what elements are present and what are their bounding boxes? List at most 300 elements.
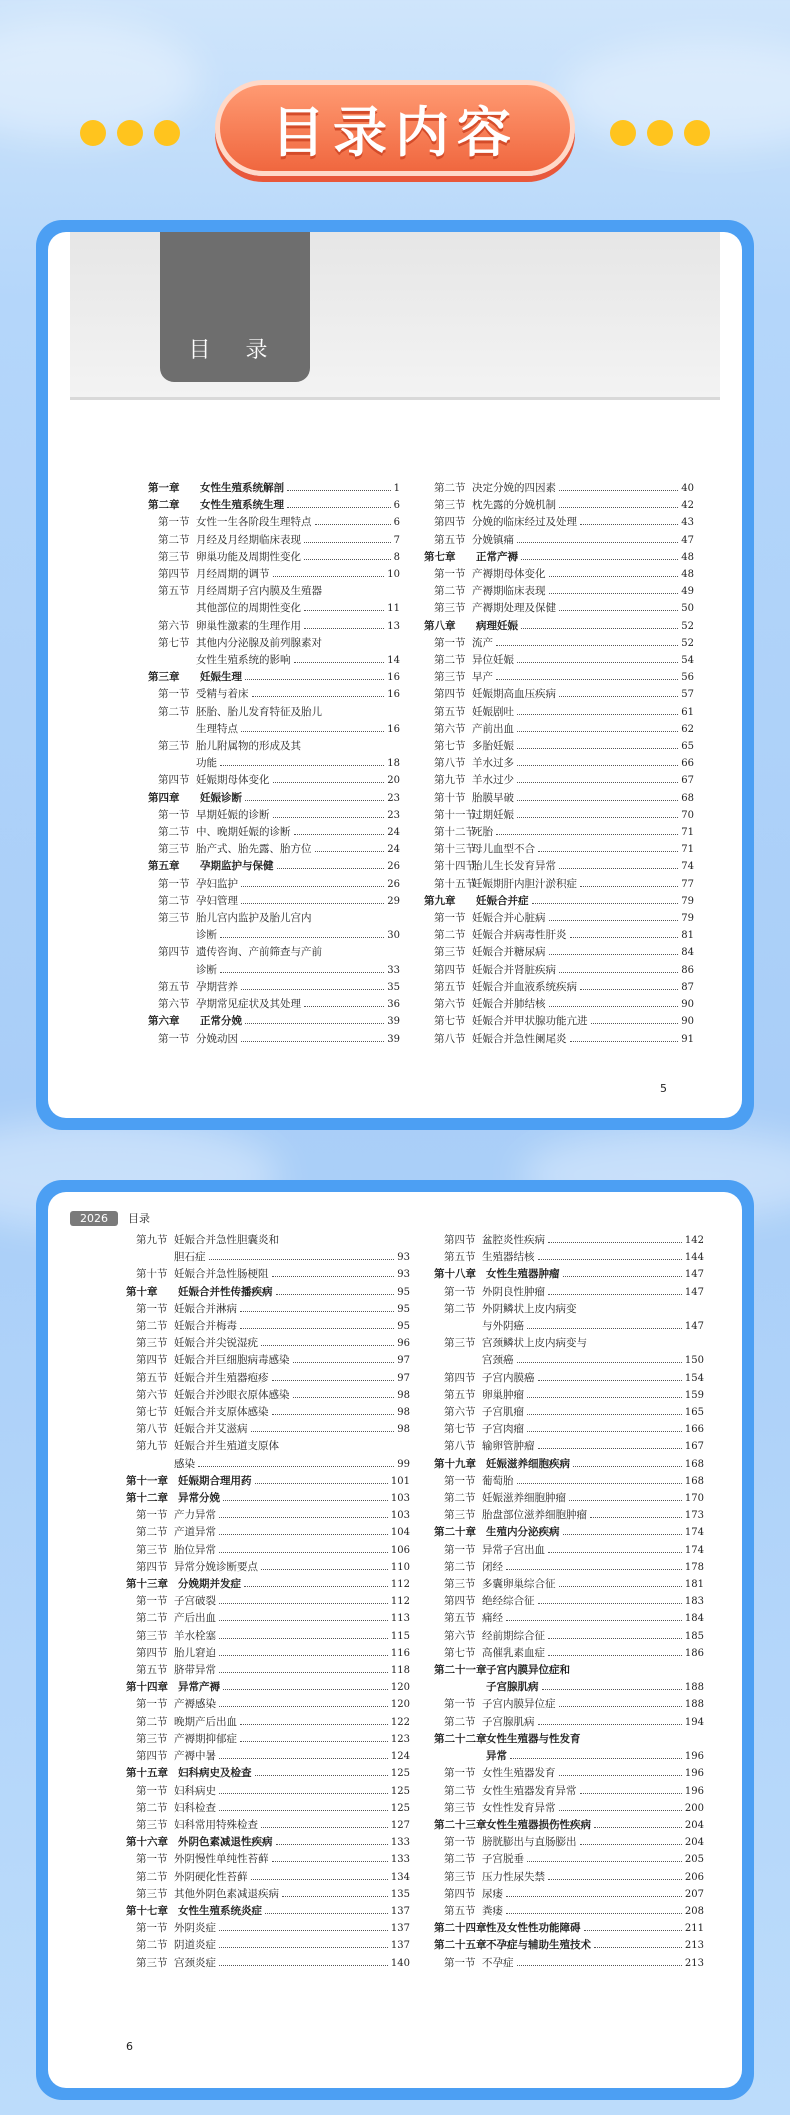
toc-section-entry[interactable] [434,1765,704,1782]
dot-leader [287,490,391,491]
toc-section-entry[interactable] [424,755,694,772]
toc-section-entry[interactable] [126,1404,410,1421]
toc-section-entry[interactable] [148,1031,400,1048]
toc-entry-page: 178 [684,1561,704,1573]
toc-entry-number: 第二节 [444,1302,476,1315]
toc-entry-page: 84 [681,947,694,959]
toc-section-entry[interactable] [148,893,400,910]
toc-section-entry[interactable] [434,1438,704,1455]
toc-entry-page: 24 [387,827,400,839]
dot-leader [209,1259,395,1260]
dot-leader [563,1534,682,1535]
toc-section-entry[interactable] [126,1800,410,1817]
toc-entry-title: 女性生殖系统的影响 [196,654,291,667]
toc-section-entry[interactable] [434,1284,704,1301]
toc-entry-page: 98 [397,1389,410,1401]
toc-entry-page: 204 [684,1837,704,1849]
toc-section-entry[interactable] [424,635,694,652]
toc-chapter-entry[interactable] [424,549,694,566]
toc-section-entry[interactable] [126,1438,410,1455]
toc-entry-title: 异常子宫出血 [482,1543,545,1556]
toc-section-entry[interactable] [434,1610,704,1627]
toc-section-entry[interactable] [434,1559,704,1576]
toc-entry-page: 23 [387,809,400,821]
dot-leader [521,559,678,560]
toc-entry-number: 第二节 [136,1801,168,1814]
toc-section-entry[interactable] [424,583,694,600]
toc-section-entry[interactable] [424,721,694,738]
toc-section-entry[interactable] [424,841,694,858]
dot-leader [563,1276,682,1277]
toc-entry-title: 胎产式、胎先露、胎方位 [196,843,312,856]
toc-entry-number: 第三节 [444,1801,476,1814]
toc-section-entry[interactable] [126,1524,410,1541]
toc-section-entry[interactable] [148,824,400,841]
toc-chapter-entry[interactable] [148,858,400,875]
dot-icon [154,120,180,146]
toc-entry-title: 压力性尿失禁 [482,1870,545,1883]
toc-section-entry[interactable] [424,1031,694,1048]
toc-section-entry[interactable] [434,1748,704,1765]
toc-entry-page: 33 [387,964,400,976]
toc-section-entry[interactable] [126,1869,410,1886]
toc-entry-page: 125 [390,1768,410,1780]
toc-section-entry[interactable] [126,1714,410,1731]
toc-section-entry[interactable] [126,1370,410,1387]
toc-entry-title: 羊水栓塞 [174,1629,216,1642]
toc-entry-page: 97 [397,1355,410,1367]
toc-tab [160,232,310,382]
dot-leader [219,1638,388,1639]
dot-leader [251,1879,388,1880]
toc-section-entry[interactable] [424,532,694,549]
toc-section-entry[interactable] [434,1593,704,1610]
toc-section-entry[interactable] [126,1817,410,1834]
toc-section-entry[interactable] [434,1232,704,1249]
toc-chapter-entry[interactable] [126,1679,410,1696]
toc-section-entry[interactable] [424,566,694,583]
toc-entry-number: 第一节 [136,1698,168,1711]
toc-entry-title: 流产 [472,636,493,649]
toc-section-entry[interactable] [424,807,694,824]
toc-entry-number: 第十五章 [126,1767,168,1780]
toc-entry-page: 122 [390,1716,410,1728]
dot-leader [219,1620,388,1621]
toc-entry-page: 106 [390,1544,410,1556]
toc-entry-number: 第一节 [136,1509,168,1522]
toc-section-entry[interactable] [434,1955,704,1972]
toc-entry-number: 第五节 [444,1251,476,1264]
toc-entry-number: 第一节 [434,568,466,581]
toc-entry-page: 6 [393,517,400,529]
toc-section-entry[interactable] [424,876,694,893]
toc-section-entry[interactable] [434,1249,704,1266]
toc-section-entry[interactable] [148,600,400,617]
toc-entry-page: 140 [390,1957,410,1969]
toc-entry-page: 71 [681,827,694,839]
toc-section-entry[interactable] [148,807,400,824]
toc-chapter-entry[interactable] [434,1662,704,1679]
dot-leader [569,1500,682,1501]
toc-section-entry[interactable] [148,979,400,996]
toc-entry-number: 第四节 [444,1234,476,1246]
toc-entry-number: 第六节 [434,722,466,735]
toc-section-entry[interactable] [424,772,694,789]
toc-entry-title: 异常产褥 [178,1681,220,1694]
toc-section-entry[interactable] [424,790,694,807]
toc-section-entry[interactable] [148,618,400,635]
toc-entry-title: 分娩期并发症 [178,1578,241,1591]
toc-section-entry[interactable] [424,704,694,721]
toc-entry-page: 103 [390,1510,410,1522]
dot-leader [282,1896,388,1897]
toc-entry-title: 外阴炎症 [174,1922,216,1935]
dot-leader [510,1758,682,1759]
toc-chapter-entry[interactable] [434,1920,704,1937]
toc-section-entry[interactable] [126,1920,410,1937]
toc-section-entry[interactable] [126,1387,410,1404]
toc-entry-number: 第三节 [158,740,190,753]
toc-section-entry[interactable] [424,927,694,944]
toc-entry-title: 妊娠合并心脏病 [472,912,546,925]
toc-entry-number: 第三节 [444,1870,476,1883]
dot-leader [219,1517,388,1518]
dot-leader [496,645,678,646]
toc-section-entry[interactable] [126,1937,410,1954]
toc-entry-title: 产褥感染 [174,1698,216,1711]
toc-section-entry[interactable] [434,1335,704,1352]
toc-entry-number: 第八节 [434,1032,466,1045]
toc-section-entry[interactable] [126,1335,410,1352]
toc-chapter-entry[interactable] [434,1456,704,1473]
toc-section-entry[interactable] [424,824,694,841]
dot-leader [517,800,678,801]
toc-chapter-entry[interactable] [126,1284,410,1301]
toc-entry-page: 90 [681,1016,694,1028]
toc-entry-page: 93 [397,1252,410,1264]
toc-section-entry[interactable] [424,480,694,497]
toc-entry-number: 第四章 [148,791,180,804]
toc-section-entry[interactable] [424,600,694,617]
toc-entry-title: 决定分娩的四因素 [472,482,556,494]
toc-section-entry[interactable] [126,1851,410,1868]
toc-entry-number: 第七节 [434,740,466,753]
toc-section-entry[interactable] [434,1318,704,1335]
toc-entry-number: 第三节 [444,1509,476,1522]
toc-section-entry[interactable] [148,704,400,721]
toc-entry-number: 第一节 [444,1285,476,1298]
dot-leader [219,1965,388,1966]
toc-section-entry[interactable] [434,1370,704,1387]
toc-entry-number: 第二十三章 [434,1818,487,1831]
toc-entry-page: 133 [390,1854,410,1866]
toc-entry-number: 第十七章 [126,1904,168,1917]
banner-title: 目录内容 [271,100,519,164]
toc-entry-page: 99 [397,1458,410,1470]
toc-section-entry[interactable] [434,1903,704,1920]
toc-section-entry[interactable] [434,1421,704,1438]
toc-section-entry[interactable] [126,1266,410,1283]
toc-entry-number: 第七节 [444,1423,476,1436]
toc-entry-page: 204 [684,1819,704,1831]
toc-section-entry[interactable] [434,1490,704,1507]
toc-entry-page: 186 [684,1647,704,1659]
dot-leader [220,765,384,766]
dot-leader [255,1775,388,1776]
toc-section-entry[interactable] [434,1679,704,1696]
toc-section-entry[interactable] [434,1352,704,1369]
toc-section-entry[interactable] [424,944,694,961]
dot-leader [517,714,678,715]
toc-entry-number: 第二节 [136,1526,168,1539]
toc-entry-title: 妊娠合并艾滋病 [174,1423,248,1436]
toc-chapter-entry[interactable] [434,1817,704,1834]
dot-leader [538,1448,682,1449]
toc-entry-number: 第五节 [434,980,466,993]
toc-entry-page: 10 [387,569,400,581]
toc-entry-number: 第二节 [444,1492,476,1505]
toc-entry-title: 高催乳素血症 [482,1646,545,1659]
toc-entry-number: 第三节 [434,499,466,512]
toc-entry-title: 过期妊娠 [472,808,514,821]
toc-section-entry[interactable] [148,549,400,566]
toc-chapter-entry[interactable] [434,1524,704,1541]
toc-section-entry[interactable] [126,1456,410,1473]
toc-section-entry[interactable] [434,1800,704,1817]
dot-leader [276,1844,388,1845]
dot-leader [304,542,391,543]
dot-leader [594,1947,682,1948]
toc-entry-title: 胆石症 [174,1251,206,1264]
toc-chapter-entry[interactable] [434,1937,704,1954]
toc-section-entry[interactable] [434,1507,704,1524]
toc-entry-title: 异常分娩 [178,1492,220,1505]
toc-section-entry[interactable] [126,1421,410,1438]
toc-entry-title: 妊娠滋养细胞肿瘤 [482,1492,566,1505]
dot-icon [647,120,673,146]
toc-entry-page: 127 [390,1819,410,1831]
dot-leader [219,1706,388,1707]
toc-entry-title: 其他内分泌腺及前列腺素对 [196,636,322,649]
toc-chapter-entry[interactable] [148,669,400,686]
toc-section-entry[interactable] [148,721,400,738]
toc-entry-page: 168 [684,1475,704,1487]
toc-section-entry[interactable] [148,944,400,961]
dot-leader [315,851,385,852]
toc-column-left [148,480,400,1048]
toc-entry-title: 孕期监护与保健 [200,860,274,873]
toc-entry-number: 第五章 [148,860,180,873]
toc-section-entry[interactable] [424,514,694,531]
dot-leader [240,1741,388,1742]
toc-section-entry[interactable] [434,1714,704,1731]
toc-entry-page: 39 [387,1016,400,1028]
toc-section-entry[interactable] [126,1559,410,1576]
toc-section-entry[interactable] [434,1576,704,1593]
toc-section-entry[interactable] [126,1662,410,1679]
toc-section-entry[interactable] [126,1955,410,1972]
toc-chapter-entry[interactable] [126,1834,410,1851]
toc-entry-page: 57 [681,689,694,701]
toc-section-entry[interactable] [424,1013,694,1030]
toc-section-entry[interactable] [126,1645,410,1662]
toc-chapter-entry[interactable] [126,1765,410,1782]
toc-chapter-entry[interactable] [148,790,400,807]
toc-entry-title: 尿瘘 [482,1887,503,1900]
dot-leader [548,1879,682,1880]
toc-chapter-entry[interactable] [434,1731,704,1748]
toc-section-entry[interactable] [434,1696,704,1713]
toc-section-entry[interactable] [424,738,694,755]
toc-section-entry[interactable] [148,532,400,549]
toc-entry-page: 16 [387,689,400,701]
toc-section-entry[interactable] [424,996,694,1013]
toc-entry-page: 213 [684,1957,704,1969]
toc-section-entry[interactable] [126,1748,410,1765]
toc-chapter-entry[interactable] [126,1473,410,1490]
toc-chapter-entry[interactable] [424,618,694,635]
toc-entry-title: 女性生殖系统生理 [200,499,284,512]
toc-entry-number: 第五节 [158,585,190,598]
dot-leader [538,851,678,852]
toc-section-entry[interactable] [148,652,400,669]
toc-section-entry[interactable] [434,1628,704,1645]
toc-entry-number: 第四节 [444,1595,476,1608]
toc-chapter-entry[interactable] [148,1013,400,1030]
toc-section-entry[interactable] [434,1645,704,1662]
toc-entry-title: 阴道炎症 [174,1939,216,1952]
toc-entry-number: 第四节 [136,1354,168,1367]
toc-section-entry[interactable] [148,514,400,531]
toc-section-entry[interactable] [148,583,400,600]
toc-section-entry[interactable] [126,1301,410,1318]
toc-section-entry[interactable] [148,738,400,755]
toc-section-entry[interactable] [126,1628,410,1645]
toc-section-entry[interactable] [434,1783,704,1800]
toc-entry-title: 早期妊娠的诊断 [196,808,270,821]
toc-chapter-entry[interactable] [434,1266,704,1283]
toc-section-entry[interactable] [424,652,694,669]
dot-leader [559,1586,682,1587]
dot-leader [580,524,678,525]
toc-section-entry[interactable] [434,1473,704,1490]
toc-section-entry[interactable] [148,772,400,789]
toc-section-entry[interactable] [126,1318,410,1335]
toc-chapter-entry[interactable] [126,1576,410,1593]
toc-section-entry[interactable] [424,979,694,996]
toc-section-entry[interactable] [424,497,694,514]
toc-entry-title: 分娩动因 [196,1032,238,1045]
toc-section-entry[interactable] [126,1507,410,1524]
dot-leader [276,1294,395,1295]
toc-entry-number: 第二节 [136,1320,168,1333]
toc-section-entry[interactable] [148,876,400,893]
toc-entry-number: 第三节 [158,843,190,856]
toc-section-entry[interactable] [126,1542,410,1559]
toc-entry-page: 174 [684,1527,704,1539]
toc-entry-page: 181 [684,1579,704,1591]
toc-section-entry[interactable] [434,1301,704,1318]
toc-entry-page: 50 [681,603,694,615]
toc-entry-number: 第二节 [444,1715,476,1728]
toc-chapter-entry[interactable] [148,480,400,497]
toc-chapter-entry[interactable] [126,1903,410,1920]
toc-section-entry[interactable] [126,1783,410,1800]
toc-entry-page: 16 [387,723,400,735]
toc-section-entry[interactable] [434,1851,704,1868]
toc-entry-number: 第八节 [434,757,466,770]
toc-section-entry[interactable] [148,927,400,944]
dot-leader [219,1930,388,1931]
toc-section-entry[interactable] [126,1731,410,1748]
toc-entry-title: 诊断 [196,929,217,942]
toc-section-entry[interactable] [148,910,400,927]
toc-section-entry[interactable] [126,1696,410,1713]
toc-entry-number: 第一节 [434,636,466,649]
toc-section-entry[interactable] [126,1352,410,1369]
toc-entry-page: 48 [681,551,694,563]
toc-entry-title: 孕妇监护 [196,877,238,890]
toc-chapter-entry[interactable] [424,893,694,910]
toc-section-entry[interactable] [434,1886,704,1903]
toc-section-entry[interactable] [148,962,400,979]
toc-section-entry[interactable] [126,1886,410,1903]
toc-section-entry[interactable] [424,962,694,979]
toc-entry-page: 137 [390,1905,410,1917]
toc-entry-number: 第一节 [158,1032,190,1045]
toc-section-entry[interactable] [148,635,400,652]
toc-section-entry[interactable] [424,669,694,686]
toc-chapter-entry[interactable] [126,1490,410,1507]
toc-section-entry[interactable] [148,566,400,583]
toc-entry-title: 女性生殖系统炎症 [178,1904,262,1917]
toc-entry-page: 6 [393,500,400,512]
toc-section-entry[interactable] [424,858,694,875]
toc-section-entry[interactable] [148,841,400,858]
toc-section-entry[interactable] [434,1404,704,1421]
toc-section-entry[interactable] [424,686,694,703]
toc-entry-page: 71 [681,844,694,856]
banner [0,80,790,180]
toc-section-entry[interactable] [434,1542,704,1559]
dot-leader [219,1672,388,1673]
toc-entry-page: 208 [684,1905,704,1917]
toc-section-entry[interactable] [126,1232,410,1249]
toc-section-entry[interactable] [434,1869,704,1886]
toc-entry-title: 妇科常用特殊检查 [174,1818,258,1831]
toc-section-entry[interactable] [424,910,694,927]
toc-section-entry[interactable] [148,755,400,772]
toc-section-entry[interactable] [148,686,400,703]
toc-entry-number: 第一节 [136,1302,168,1315]
toc-section-entry[interactable] [148,996,400,1013]
toc-entry-number: 第四节 [158,774,190,787]
toc-entry-title: 子宫脱垂 [482,1853,524,1866]
toc-section-entry[interactable] [434,1834,704,1851]
page-number: 6 [126,2040,133,2053]
toc-section-entry[interactable] [126,1249,410,1266]
toc-entry-title: 生殖器结核 [482,1251,535,1264]
toc-entry-page: 95 [397,1303,410,1315]
toc-section-entry[interactable] [434,1387,704,1404]
toc-entry-title: 输卵管肿瘤 [482,1440,535,1453]
toc-entry-number: 第十六章 [126,1836,168,1849]
toc-page-1 [48,232,742,1118]
toc-section-entry[interactable] [126,1610,410,1627]
toc-entry-page: 112 [390,1596,410,1608]
toc-chapter-entry[interactable] [148,497,400,514]
toc-section-entry[interactable] [126,1593,410,1610]
